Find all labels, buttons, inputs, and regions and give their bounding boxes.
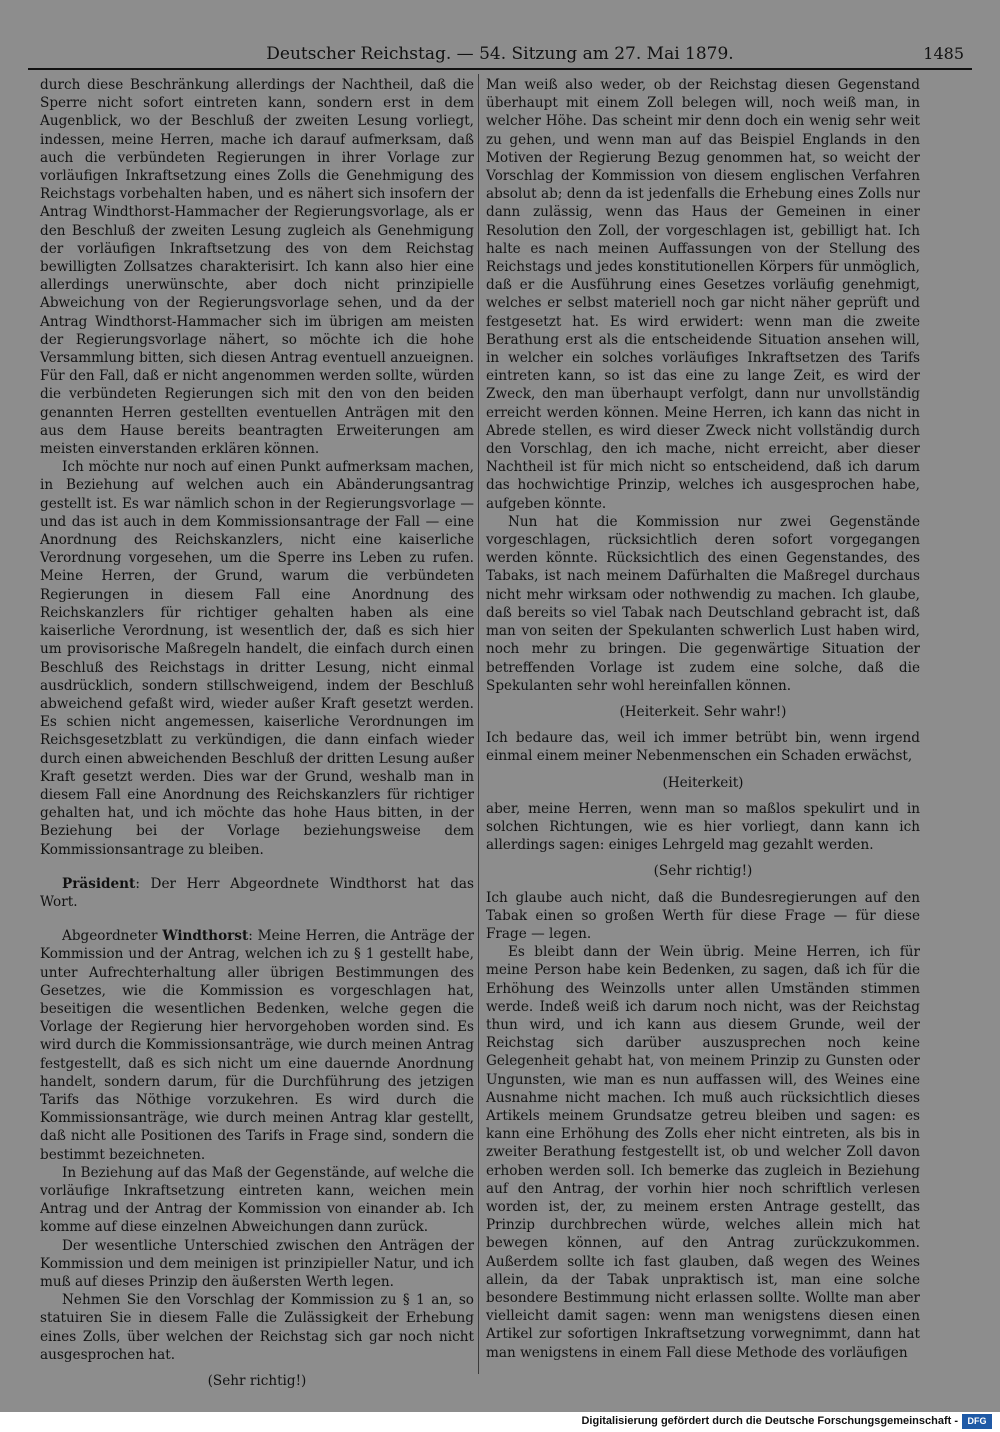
header-title: Deutscher Reichstag. — 54. Sitzung am 27. Mai 1879. (266, 44, 734, 64)
paragraph: Ich bedaure das, weil ich immer betrübt bin, wenn irgend einmal einem meiner Nebenmenschen ein Schaden erwächst, (486, 730, 920, 765)
interjection: (Sehr richtig!) (653, 863, 753, 880)
paragraph: Nehmen Sie den Vorschlag der Kommission zu § 1 an, so statuiren Sie in diesem Falle die Zulässigkeit der Erhebung eines Zolls, über welchen der Reichstag sich gar noch nicht ausgesprochen hat. (40, 1292, 474, 1363)
speech-text: : Der Herr Abgeordnete Windthorst hat das Wort. (40, 875, 474, 910)
footer-bar (0, 1412, 1000, 1432)
paragraph: Ich möchte nur noch auf einen Punkt aufmerksam machen, in Beziehung auf welchen auch ein Abänderungsantrag gestellt ist. Es war nämlich schon in der Regierungsvorlage — und das ist auch in dem Kommissionsantrage der Fall — eine Anordnung des Reichskanzlers, nicht eine kaiserliche Verordnung vorgesehen, um die Sperre ins Leben zu rufen. Meine Herren, der Grund, warum die verbündeten Regierungen in diesem Fall eine Anordnung des Reichskanzlers für richtiger gehalten haben als eine kaiserliche Verordnung, ist wesentlich der, daß es sich hier um provisorische Maßregeln handelt, die einfach durch einen Beschluß des Reichstags in dritter Lesung, nicht einmal ausdrücklich, sondern stillschweigend, indem der Beschluß abweichend gefaßt wird, wieder außer Kraft gesetzt werden. Es schien nicht angemessen, kaiserliche Verordnungen im Reichsgesetzblatt zu verkündigen, die dann einfach wieder durch einen abweichenden Beschluß der dritten Lesung außer Kraft gesetzt werden. Dies war der Grund, weshalb man in diesem Fall eine Anordnung des Reichskanzlers für richtiger gehalten hat, und ich möchte das hohe Haus bitten, in der Beziehung bei der Vorlage beziehungsweise dem Kommissionsantrage zu bleiben. (40, 459, 474, 858)
paragraph: Nun hat die Kommission nur zwei Gegenstände vorgeschlagen, rücksichtlich deren sofort vorgegangen werden könnte. Rücksichtlich des einen Gegenstandes, des Tabaks, ist nach meinem Dafürhalten die Maßregel durchaus nicht mehr wirksam oder nothwendig zu machen. Ich glaube, daß bereits so viel Tabak nach Deutschland gebracht ist, daß man von seiten der Spekulanten schwerlich Lust haben wird, noch mehr zu bringen. Die gegenwärtige Situation der betreffenden Vorlage ist zudem eine solche, daß die Spekulanten sehr wohl hereinfallen können. (486, 513, 920, 694)
paragraph: Es bleibt dann der Wein übrig. Meine Herren, ich für meine Person habe kein Bedenken, zu sagen, daß ich für die Erhöhung des Weinzolls unter allen Umständen stimmen werde. Indeß weiß ich darum noch nicht, was der Reichstag thun wird, und ich kann aus diesem Grunde, weil der Reichstag sich darüber auszusprechen noch keine Gelegenheit gehabt hat, von meinem Prinzip zu Gunsten oder Ungunsten, wie man es nun auffassen will, des Weines eine Ausnahme nicht machen. Ich muß auch rücksichtlich dieses Artikels meinem Grundsatze getreu bleiben und sagen: es kann eine Erhöhung des Zolls eher nicht eintreten, als bis in zweiter Berathung festgestellt ist, ob und welcher Zoll davon erhoben werden soll. Ich bemerke das zugleich in Beziehung auf den Antrag, der vorhin hier noch schriftlich verlesen worden ist, der, zu meinem ersten Antrage gestellt, das Prinzip durchbrechen würde, welches allein mich hat bewegen können, auf den Antrag zurückzukommen. Außerdem sollte ich fast glauben, daß wegen des Weines allein, da der Tabak unpraktisch ist, man eine solche besondere Bestimmung nicht erlassen sollte. Wollte man aber vielleicht damit sagen: wenn man wenigstens diesen einen Artikel zur sofortigen Inkraftsetzung vorwegnimmt, dann hat man wenigstens in einem Fall diese Methode des vorläufigen (486, 944, 920, 1361)
interjection: (Heiterkeit) (662, 774, 744, 791)
interjection: (Heiterkeit. Sehr wahr!) (619, 703, 787, 720)
right-column (486, 76, 920, 1376)
page-number: 1485 (923, 44, 964, 63)
digitization-credit: Digitalisierung gefördert durch die Deutsche Forschungsgemeinschaft - (581, 1415, 958, 1427)
paragraph: Der wesentliche Unterschied zwischen den Anträgen der Kommission und dem meinigen ist prinzipieller Natur, und ich muß auf dieses Prinzip den äußersten Werth legen. (40, 1237, 474, 1290)
interjection: (Sehr richtig!) (207, 1373, 307, 1390)
left-column (40, 76, 474, 1390)
paragraph: In Beziehung auf das Maß der Gegenstände, auf welche die vorläufige Inkraftsetzung eintreten kann, weichen mein Antrag und der Antrag der Kommission von einander ab. Ich komme auf diese einzelnen Abweichungen dann zurück. (40, 1164, 474, 1236)
running-header (28, 38, 972, 70)
paragraph: aber, meine Herren, wenn man so maßlos spekulirt und in solchen Richtungen, wie es hier vorliegt, dann kann ich allerdings sagen: einiges Lehrgeld mag gezahlt werden. (486, 800, 920, 854)
president-paragraph (40, 875, 474, 911)
paragraph: Man weiß also weder, ob der Reichstag diesen Gegenstand überhaupt mit einem Zoll belegen will, noch weiß man, in welcher Höhe. Das scheint mir denn doch ein wenig sehr weit zu gehen, und wenn man auf das Beispiel Englands in den Motiven der Regierung Bezug genommen hat, so weicht der Vorschlag der Kommission von diesem englischen Verfahren absolut ab; denn da ist jedenfalls die Erhebung eines Zolls nur dann zulässig, wenn das Haus der Gemeinen in einer Resolution den Zoll, der vorgeschlagen ist, gebilligt hat. Ich halte es nach meinen Auffassungen von der Stellung des Reichstags und jedes konstitutionellen Körpers für unmöglich, daß er die Ausführung eines Gesetzes vorläufig genehmigt, welches er selbst materiell noch gar nicht näher geprüft und festgesetzt hat. Es wird erwidert: wenn man die zweite Berathung erst als die entscheidende Situation ansehen will, in welcher ein solches vorläufiges Inkraftsetzen des Tarifs eintreten kann, so ist das eine zu lange Zeit, es wird der Zweck, den man überhaupt verfolgt, dann nur unvollständig erreicht werden können. Meine Herren, ich kann das nicht in Abrede stellen, es wird dieser Zweck nicht vollständig durch den Vorschlag, den ich mache, nicht erreicht, aber dieser Nachtheil ist für mich nicht so entscheidend, daß ich darum das hochwichtige Prinzip, welches ich ausgesprochen habe, aufgeben könnte. (486, 77, 920, 512)
dfg-logo: DFG (962, 1414, 992, 1429)
paragraph: durch diese Beschränkung allerdings der Nachtheil, daß die Sperre nicht sofort eintreten kann, sondern erst in dem Augenblick, wo der Beschluß der zweiten Lesung vorliegt, indessen, meine Herren, mache ich darauf aufmerksam, daß auch die verbündeten Regierungen in ihrer Vorlage zur vorläufigen Inkraftsetzung eines Zolls die Genehmigung des Reichstags vorbehalten haben, und es nähert sich insofern der Antrag Windthorst-Hammacher der Regierungsvorlage, als er den Beschluß der zweiten Lesung zugleich als Genehmigung der vorläufigen Inkraftsetzung des von dem Reichstag bewilligten Zollsatzes charakterisirt. Ich kann also hier eine allerdings unerwünschte, aber doch nicht prinzipielle Abweichung von der Regierungsvorlage sehen, und da der Antrag Windthorst-Hammacher sich im übrigen am meisten der Regierungsvorlage nähert, so möchte ich die hohe Versammlung bitten, sich diesen Antrag eventuell anzueignen. Für den Fall, daß er nicht angenommen werden sollte, würden die verbündeten Regierungen sich mit den von den beiden genannten Herren gestellten eventuellen Anträgen mit den aus dem Hause bereits beantragten Erweiterungen am meisten einverstanden erklären können. (40, 77, 474, 458)
speaker-name: Windthorst (162, 928, 249, 945)
paragraph: Ich glaube auch nicht, daß die Bundesregierungen auf den Tabak einen so großen Werth für diese Frage — für diese Frage — legen. (486, 889, 920, 942)
windthorst-paragraph (40, 927, 474, 1164)
speaker-name: Präsident (62, 875, 136, 892)
speech-text: : Meine Herren, die Anträge der Kommission und der Antrag, welchen ich zu § 1 gestellt habe, unter Aufrechterhaltung aller übrigen Bestimmungen des Gesetzes, wie die Kommission es vorgeschlagen hat, beseitigen die wesentlichen Bedenken, welche gegen die Vorlage der Regierung hier hervorgehoben worden sind. Es wird durch die Kommissionsanträge, wie durch meinen Antrag festgestellt, daß es sich nicht um eine dauernde Anordnung handelt, sondern darum, für die Durchführung des jetzigen Tarifs das Nöthige vorzukehren. Es wird durch die Kommissionsanträge, wie durch meinen Antrag klar gestellt, daß nicht alle Positionen des Tarifs in Frage sind, sondern die bestimmt bezeichneten. (40, 928, 474, 1163)
column-divider (478, 74, 479, 1374)
speaker-prefix: Abgeordneter (62, 928, 163, 945)
